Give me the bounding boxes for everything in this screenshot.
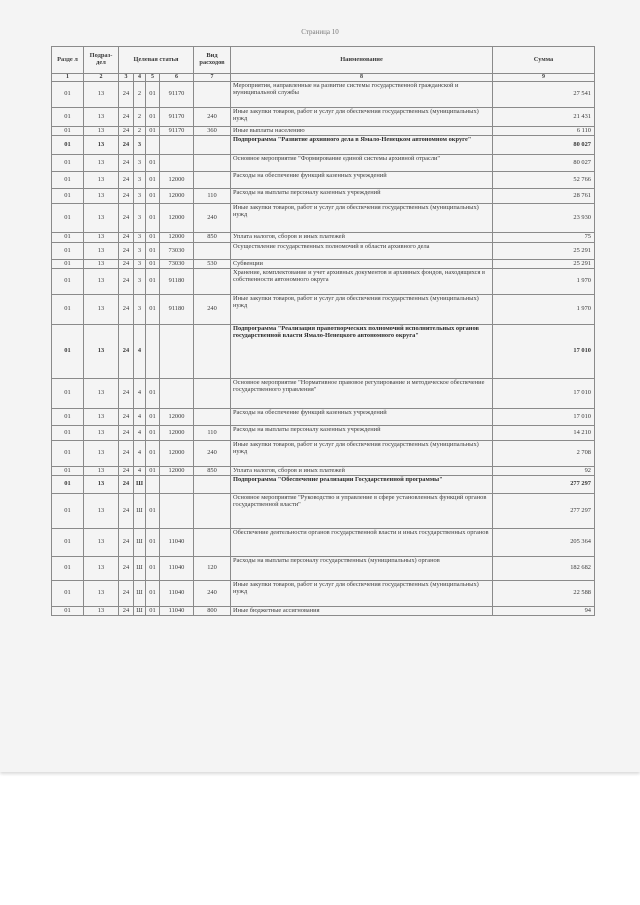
table-row xyxy=(52,155,595,172)
cell-vid: 110 xyxy=(194,426,231,441)
cell-vid xyxy=(194,269,231,295)
cell-razdel: 01 xyxy=(52,441,84,467)
column-number-row xyxy=(52,74,595,82)
cell-mero: 01 xyxy=(146,409,160,426)
cell-napr: 12000 xyxy=(160,467,194,476)
cell-sub: 2 xyxy=(134,127,146,136)
header-target: Целевая статья xyxy=(119,47,194,74)
cell-name: Иные закупки товаров, работ и услуг для обеспечения государственных (муниципальных) нужд xyxy=(231,295,493,325)
header-podrazdel: Подраз- дел xyxy=(84,47,119,74)
cell-podrazdel: 13 xyxy=(84,557,119,581)
cell-sum: 25 291 xyxy=(493,260,595,269)
table-row xyxy=(52,581,595,607)
cell-vid: 240 xyxy=(194,441,231,467)
cell-vid: 120 xyxy=(194,557,231,581)
cell-gp: 24 xyxy=(119,127,134,136)
budget-table xyxy=(51,46,595,616)
cell-podrazdel: 13 xyxy=(84,325,119,379)
col-number: 4 xyxy=(134,74,146,82)
table-row xyxy=(52,127,595,136)
cell-vid xyxy=(194,379,231,409)
cell-gp: 24 xyxy=(119,189,134,204)
cell-razdel: 01 xyxy=(52,269,84,295)
cell-razdel: 01 xyxy=(52,136,84,155)
cell-name: Иные закупки товаров, работ и услуг для обеспечения государственных (муниципальных) нужд xyxy=(231,581,493,607)
cell-mero xyxy=(146,136,160,155)
cell-sub: 4 xyxy=(134,426,146,441)
table-row xyxy=(52,136,595,155)
cell-sum: 94 xyxy=(493,607,595,616)
header-name: Наименование xyxy=(231,47,493,74)
cell-vid xyxy=(194,172,231,189)
cell-vid xyxy=(194,476,231,494)
cell-vid xyxy=(194,82,231,108)
cell-razdel: 01 xyxy=(52,82,84,108)
cell-sum: 2 708 xyxy=(493,441,595,467)
table-row xyxy=(52,441,595,467)
cell-napr: 12000 xyxy=(160,204,194,233)
cell-razdel: 01 xyxy=(52,172,84,189)
cell-napr: 12000 xyxy=(160,189,194,204)
cell-sum: 14 210 xyxy=(493,426,595,441)
cell-name: Уплата налогов, сборов и иных платежей xyxy=(231,467,493,476)
cell-vid: 240 xyxy=(194,295,231,325)
cell-napr: 12000 xyxy=(160,172,194,189)
cell-gp: 24 xyxy=(119,243,134,260)
cell-name: Расходы на выплаты персоналу казенных учреждений xyxy=(231,189,493,204)
cell-mero: 01 xyxy=(146,607,160,616)
header-razdel: Разде л xyxy=(52,47,84,74)
cell-name: Подпрограмма "Реализация правотворческих полномочий исполнительных органов государственной власти Ямало-Ненецкого автономного округа" xyxy=(231,325,493,379)
cell-mero: 01 xyxy=(146,233,160,243)
cell-podrazdel: 13 xyxy=(84,136,119,155)
cell-razdel: 01 xyxy=(52,127,84,136)
cell-vid: 110 xyxy=(194,189,231,204)
cell-podrazdel: 13 xyxy=(84,494,119,529)
cell-sum: 27 541 xyxy=(493,82,595,108)
page-number: Страница 10 xyxy=(301,28,339,36)
cell-podrazdel: 13 xyxy=(84,426,119,441)
cell-podrazdel: 13 xyxy=(84,581,119,607)
cell-podrazdel: 13 xyxy=(84,529,119,557)
cell-name: Иные выплаты населению xyxy=(231,127,493,136)
cell-podrazdel: 13 xyxy=(84,476,119,494)
cell-name: Подпрограмма "Обеспечение реализации Государственной программы" xyxy=(231,476,493,494)
table-row xyxy=(52,108,595,127)
cell-sub: 4 xyxy=(134,379,146,409)
cell-name: Иные бюджетные ассигнования xyxy=(231,607,493,616)
table-row xyxy=(52,82,595,108)
cell-razdel: 01 xyxy=(52,467,84,476)
col-number: 7 xyxy=(194,74,231,82)
cell-sub: Ш xyxy=(134,607,146,616)
cell-sum: 6 110 xyxy=(493,127,595,136)
cell-napr: 73030 xyxy=(160,260,194,269)
cell-razdel: 01 xyxy=(52,607,84,616)
cell-sub: 3 xyxy=(134,243,146,260)
cell-mero: 01 xyxy=(146,379,160,409)
cell-gp: 24 xyxy=(119,260,134,269)
cell-sum: 28 761 xyxy=(493,189,595,204)
table-row xyxy=(52,607,595,616)
cell-razdel: 01 xyxy=(52,325,84,379)
cell-sum: 75 xyxy=(493,233,595,243)
cell-razdel: 01 xyxy=(52,243,84,260)
header-sum: Сумма xyxy=(493,47,595,74)
table-row xyxy=(52,295,595,325)
cell-vid xyxy=(194,494,231,529)
cell-sub: 3 xyxy=(134,136,146,155)
cell-sub: 3 xyxy=(134,172,146,189)
cell-name: Расходы на выплаты персоналу государственных (муниципальных) органов xyxy=(231,557,493,581)
cell-mero: 01 xyxy=(146,295,160,325)
cell-mero: 01 xyxy=(146,189,160,204)
cell-vid: 850 xyxy=(194,467,231,476)
cell-mero: 01 xyxy=(146,494,160,529)
col-number: 9 xyxy=(493,74,595,82)
cell-gp: 24 xyxy=(119,155,134,172)
cell-sub: 4 xyxy=(134,441,146,467)
cell-razdel: 01 xyxy=(52,494,84,529)
cell-sum: 17 010 xyxy=(493,379,595,409)
cell-podrazdel: 13 xyxy=(84,607,119,616)
cell-napr: 11040 xyxy=(160,529,194,557)
cell-sub: 4 xyxy=(134,467,146,476)
cell-gp: 24 xyxy=(119,204,134,233)
cell-sub: 3 xyxy=(134,260,146,269)
cell-napr: 73030 xyxy=(160,243,194,260)
cell-name: Хранение, комплектование и учет архивных документов и архивных фондов, находящихся в собственности автономного округа xyxy=(231,269,493,295)
cell-name: Основное мероприятие "Руководство и управление в сфере установленных функций органов государственной власти" xyxy=(231,494,493,529)
cell-podrazdel: 13 xyxy=(84,269,119,295)
cell-gp: 24 xyxy=(119,269,134,295)
cell-podrazdel: 13 xyxy=(84,127,119,136)
table-row xyxy=(52,467,595,476)
cell-sub: Ш xyxy=(134,529,146,557)
cell-sum: 21 431 xyxy=(493,108,595,127)
cell-vid xyxy=(194,529,231,557)
cell-vid: 240 xyxy=(194,108,231,127)
col-number: 8 xyxy=(231,74,493,82)
col-number: 6 xyxy=(160,74,194,82)
table-row xyxy=(52,426,595,441)
cell-name: Обеспечение деятельности органов государственной власти и иных государственных органов xyxy=(231,529,493,557)
cell-mero: 01 xyxy=(146,243,160,260)
col-number: 3 xyxy=(119,74,134,82)
cell-podrazdel: 13 xyxy=(84,260,119,269)
table-row xyxy=(52,269,595,295)
cell-sub: Ш xyxy=(134,581,146,607)
cell-sum: 277 297 xyxy=(493,476,595,494)
cell-sub: 3 xyxy=(134,204,146,233)
cell-podrazdel: 13 xyxy=(84,82,119,108)
col-number: 2 xyxy=(84,74,119,82)
cell-napr: 91170 xyxy=(160,127,194,136)
table-row xyxy=(52,233,595,243)
cell-sum: 23 930 xyxy=(493,204,595,233)
cell-gp: 24 xyxy=(119,172,134,189)
cell-podrazdel: 13 xyxy=(84,108,119,127)
cell-razdel: 01 xyxy=(52,108,84,127)
cell-razdel: 01 xyxy=(52,155,84,172)
table-row xyxy=(52,260,595,269)
cell-podrazdel: 13 xyxy=(84,467,119,476)
cell-mero: 01 xyxy=(146,82,160,108)
cell-gp: 24 xyxy=(119,108,134,127)
cell-name: Уплата налогов, сборов и иных платежей xyxy=(231,233,493,243)
cell-napr: 91180 xyxy=(160,269,194,295)
cell-gp: 24 xyxy=(119,557,134,581)
header-row xyxy=(52,47,595,74)
cell-razdel: 01 xyxy=(52,260,84,269)
cell-sub: Ш xyxy=(134,494,146,529)
cell-sum: 205 364 xyxy=(493,529,595,557)
cell-gp: 24 xyxy=(119,607,134,616)
cell-sum: 22 588 xyxy=(493,581,595,607)
cell-name: Иные закупки товаров, работ и услуг для обеспечения государственных (муниципальных) нужд xyxy=(231,441,493,467)
table-row xyxy=(52,476,595,494)
cell-mero: 01 xyxy=(146,108,160,127)
cell-vid xyxy=(194,325,231,379)
cell-sum: 92 xyxy=(493,467,595,476)
cell-sum: 17 010 xyxy=(493,325,595,379)
cell-vid: 850 xyxy=(194,233,231,243)
table-row xyxy=(52,189,595,204)
cell-vid: 240 xyxy=(194,581,231,607)
cell-gp: 24 xyxy=(119,581,134,607)
cell-podrazdel: 13 xyxy=(84,295,119,325)
cell-sub: 3 xyxy=(134,189,146,204)
cell-sub: 2 xyxy=(134,108,146,127)
cell-sum: 182 682 xyxy=(493,557,595,581)
cell-razdel: 01 xyxy=(52,581,84,607)
cell-gp: 24 xyxy=(119,82,134,108)
cell-gp: 24 xyxy=(119,529,134,557)
cell-vid: 240 xyxy=(194,204,231,233)
cell-mero: 01 xyxy=(146,581,160,607)
cell-name: Подпрограмма "Развитие архивного дела в Ямало-Ненецком автономном округе" xyxy=(231,136,493,155)
cell-gp: 24 xyxy=(119,325,134,379)
cell-razdel: 01 xyxy=(52,557,84,581)
cell-sub: 3 xyxy=(134,269,146,295)
cell-razdel: 01 xyxy=(52,295,84,325)
col-number: 5 xyxy=(146,74,160,82)
cell-podrazdel: 13 xyxy=(84,441,119,467)
cell-name: Расходы на обеспечение функций казенных учреждений xyxy=(231,172,493,189)
cell-napr: 11040 xyxy=(160,557,194,581)
cell-napr xyxy=(160,325,194,379)
cell-napr: 91170 xyxy=(160,82,194,108)
cell-name: Иные закупки товаров, работ и услуг для обеспечения государственных (муниципальных) нужд xyxy=(231,204,493,233)
table-row xyxy=(52,204,595,233)
cell-napr: 12000 xyxy=(160,426,194,441)
cell-napr: 12000 xyxy=(160,409,194,426)
cell-sum: 1 970 xyxy=(493,269,595,295)
cell-name: Расходы на обеспечение функций казенных учреждений xyxy=(231,409,493,426)
cell-razdel: 01 xyxy=(52,189,84,204)
cell-mero: 01 xyxy=(146,127,160,136)
cell-sub: 3 xyxy=(134,233,146,243)
cell-name: Мероприятия, направленные на развитие системы государственной гражданской и муниципальной службы xyxy=(231,82,493,108)
cell-gp: 24 xyxy=(119,467,134,476)
cell-gp: 24 xyxy=(119,136,134,155)
cell-mero: 01 xyxy=(146,204,160,233)
cell-razdel: 01 xyxy=(52,409,84,426)
cell-napr: 12000 xyxy=(160,441,194,467)
cell-napr: 11040 xyxy=(160,607,194,616)
cell-napr: 91170 xyxy=(160,108,194,127)
table-body xyxy=(52,82,595,616)
cell-gp: 24 xyxy=(119,295,134,325)
table-row xyxy=(52,409,595,426)
table-row xyxy=(52,243,595,260)
cell-razdel: 01 xyxy=(52,379,84,409)
cell-sub: Ш xyxy=(134,557,146,581)
table-row xyxy=(52,529,595,557)
cell-sum: 277 297 xyxy=(493,494,595,529)
cell-napr: 11040 xyxy=(160,581,194,607)
cell-razdel: 01 xyxy=(52,233,84,243)
cell-gp: 24 xyxy=(119,426,134,441)
cell-napr: 12000 xyxy=(160,233,194,243)
cell-podrazdel: 13 xyxy=(84,233,119,243)
cell-sum: 1 970 xyxy=(493,295,595,325)
cell-podrazdel: 13 xyxy=(84,243,119,260)
cell-sub: 2 xyxy=(134,82,146,108)
cell-vid: 530 xyxy=(194,260,231,269)
cell-gp: 24 xyxy=(119,233,134,243)
cell-name: Основное мероприятие "Формирование единой системы архивной отрасли" xyxy=(231,155,493,172)
cell-name: Расходы на выплаты персоналу казенных учреждений xyxy=(231,426,493,441)
cell-sub: 3 xyxy=(134,295,146,325)
cell-napr xyxy=(160,155,194,172)
cell-sub: Ш xyxy=(134,476,146,494)
cell-mero: 01 xyxy=(146,155,160,172)
cell-razdel: 01 xyxy=(52,529,84,557)
table-row xyxy=(52,172,595,189)
cell-vid xyxy=(194,409,231,426)
table-row xyxy=(52,494,595,529)
table-row xyxy=(52,379,595,409)
cell-vid xyxy=(194,136,231,155)
col-number: 1 xyxy=(52,74,84,82)
header-vid: Вид расходов xyxy=(194,47,231,74)
cell-sub: 4 xyxy=(134,409,146,426)
cell-sum: 80 027 xyxy=(493,136,595,155)
cell-mero xyxy=(146,325,160,379)
cell-mero: 01 xyxy=(146,172,160,189)
cell-podrazdel: 13 xyxy=(84,409,119,426)
cell-sum: 52 766 xyxy=(493,172,595,189)
cell-mero: 01 xyxy=(146,426,160,441)
cell-mero: 01 xyxy=(146,269,160,295)
cell-mero: 01 xyxy=(146,441,160,467)
table-row xyxy=(52,557,595,581)
cell-mero xyxy=(146,476,160,494)
cell-sum: 80 027 xyxy=(493,155,595,172)
cell-vid: 360 xyxy=(194,127,231,136)
cell-sub: 4 xyxy=(134,325,146,379)
cell-name: Субвенции xyxy=(231,260,493,269)
cell-sub: 3 xyxy=(134,155,146,172)
table-row xyxy=(52,325,595,379)
cell-mero: 01 xyxy=(146,260,160,269)
cell-mero: 01 xyxy=(146,557,160,581)
cell-sum: 17 010 xyxy=(493,409,595,426)
cell-vid xyxy=(194,155,231,172)
cell-gp: 24 xyxy=(119,476,134,494)
cell-name: Осуществление государственных полномочий в области архивного дела xyxy=(231,243,493,260)
cell-podrazdel: 13 xyxy=(84,172,119,189)
cell-razdel: 01 xyxy=(52,426,84,441)
cell-napr xyxy=(160,476,194,494)
cell-razdel: 01 xyxy=(52,204,84,233)
cell-podrazdel: 13 xyxy=(84,379,119,409)
cell-mero: 01 xyxy=(146,529,160,557)
cell-vid: 800 xyxy=(194,607,231,616)
cell-podrazdel: 13 xyxy=(84,155,119,172)
cell-gp: 24 xyxy=(119,409,134,426)
cell-gp: 24 xyxy=(119,441,134,467)
cell-napr xyxy=(160,136,194,155)
cell-napr: 91180 xyxy=(160,295,194,325)
cell-name: Основное мероприятие "Нормативное правовое регулирование и методическое обеспечение государственного управления" xyxy=(231,379,493,409)
cell-gp: 24 xyxy=(119,379,134,409)
cell-vid xyxy=(194,243,231,260)
cell-razdel: 01 xyxy=(52,476,84,494)
cell-sum: 25 291 xyxy=(493,243,595,260)
cell-napr xyxy=(160,494,194,529)
cell-mero: 01 xyxy=(146,467,160,476)
cell-gp: 24 xyxy=(119,494,134,529)
cell-podrazdel: 13 xyxy=(84,204,119,233)
cell-name: Иные закупки товаров, работ и услуг для обеспечения государственных (муниципальных) нужд xyxy=(231,108,493,127)
cell-podrazdel: 13 xyxy=(84,189,119,204)
cell-napr xyxy=(160,379,194,409)
